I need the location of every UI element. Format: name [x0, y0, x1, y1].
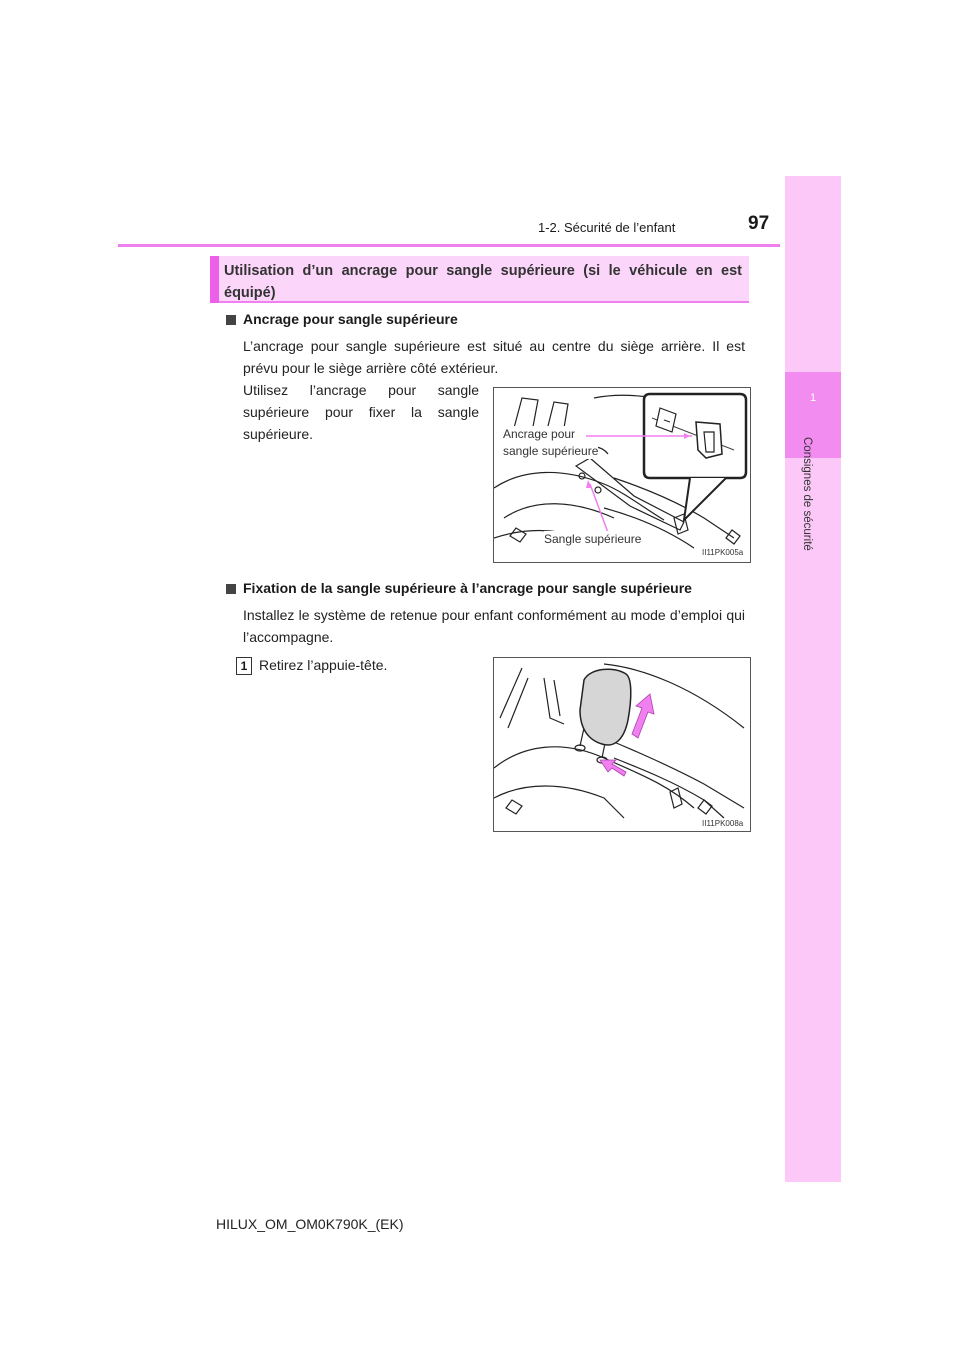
illustration-code: II11PK008a [702, 819, 744, 828]
chapter-tab-active[interactable] [785, 372, 841, 458]
header-rule [118, 244, 780, 247]
section-title: 1-2. Sécurité de l’enfant [538, 220, 676, 235]
step-number-badge: 1 [236, 657, 252, 675]
page-number: 97 [748, 213, 770, 234]
subsection-title-attach: Fixation de la sangle supérieure à l’ancrage pour sangle supérieure [243, 580, 692, 596]
anchor-callout-line1: Ancrage pour [503, 427, 576, 441]
tether-anchor-illustration [493, 387, 751, 563]
bullet-square-icon [226, 315, 236, 325]
anchor-callout-line2: sangle supérieure [503, 444, 599, 458]
illustration-code: II11PK005a [702, 548, 744, 557]
strap-callout: Sangle supérieure [544, 532, 642, 546]
attach-paragraph: Installez le système de retenue pour enfant conformément au mode d’emploi qui l’accompagne. [243, 607, 745, 645]
chapter-side-tab [785, 176, 841, 1182]
headrest-drawing [494, 658, 750, 831]
subsection-title-anchor: Ancrage pour sangle supérieure [243, 311, 458, 327]
bullet-square-icon [226, 584, 236, 594]
step-text: Retirez l’appuie-tête. [259, 657, 388, 673]
document-footer: HILUX_OM_OM0K790K_(EK) [216, 1216, 404, 1232]
chapter-number: 1 [809, 392, 817, 404]
heading-accent-bar [210, 256, 219, 303]
section-heading: Utilisation d’un ancrage pour sangle supérieure (si le véhicule en est équipé) [224, 263, 742, 301]
headrest-removal-illustration [493, 657, 751, 832]
chapter-title: Consignes de sécurité [801, 437, 813, 551]
anchor-usage-paragraph: Utilisez l’ancrage pour sangle supérieure pour fixer la sangle supérieure. [243, 382, 479, 442]
anchor-paragraph: L’ancrage pour sangle supérieure est situé au centre du siège arrière. Il est prévu pour le siège arrière côté extérieur. [243, 338, 745, 376]
